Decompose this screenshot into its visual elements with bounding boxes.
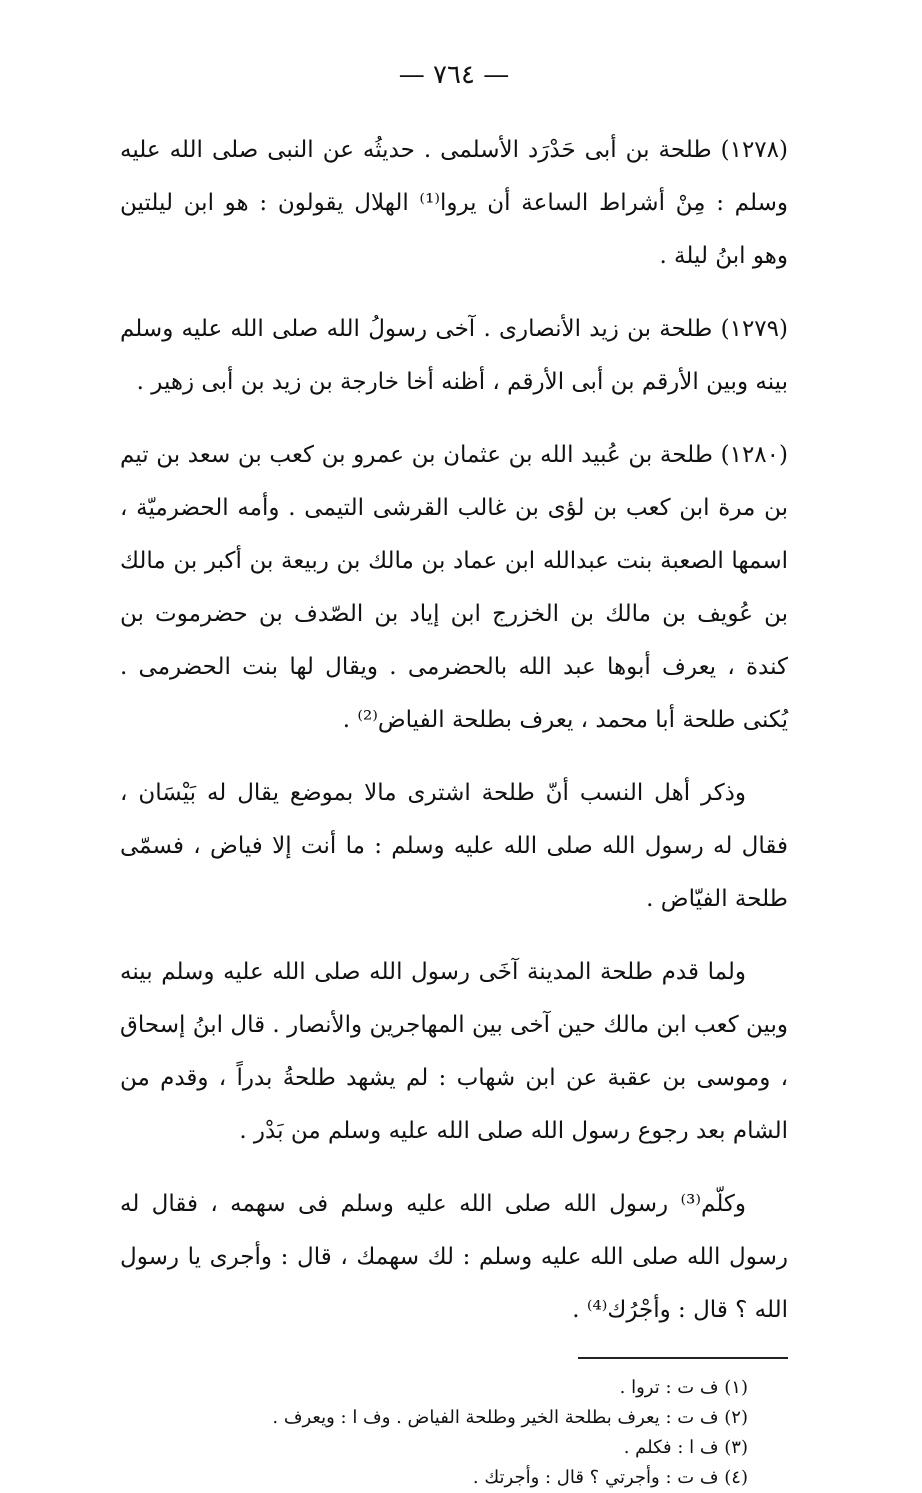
- footnotes: [120, 1373, 788, 1493]
- footnote-3: (٣) ف ا : فكلم .: [623, 1437, 748, 1458]
- document-page: [120, 60, 788, 1493]
- entry-1279: (١٢٧٩) طلحة بن زيد الأنصارى . آخى رسولُ الله صلى الله عليه وسلم بينه وبين الأرقم بن أبى الأرقم ، أظنه أخا خارجة بن زيد بن أبى زهير .: [120, 316, 788, 395]
- page-number: — ٧٦٤ —: [398, 60, 510, 90]
- paragraph-sahm: وكلّم⁽³⁾ رسول الله صلى الله عليه وسلم فى سهمه ، فقال له رسول الله صلى الله عليه وسلم : لك سهمك ، قال : وأجرى يا رسول الله ؟ قال : وأجْرُك⁽⁴⁾ .: [120, 1191, 788, 1323]
- entry-1278: (١٢٧٨) طلحة بن أبى حَدْرَد الأسلمى . حديثُه عن النبى صلى الله عليه وسلم : مِنْ أشراط الساعة أن يروا⁽¹⁾ الهلال يقولون : هو ابن ليلتين وهو ابنُ ليلة .: [120, 137, 788, 269]
- paragraph-madina: ولما قدم طلحة المدينة آخَى رسول الله صلى الله عليه وسلم بينه وبين كعب ابن مالك حين آخى بين المهاجرين والأنصار . قال ابنُ إسحاق ، وموسى بن عقبة عن ابن شهاب : لم يشهد طلحةُ بدراً ، وقدم من الشام بعد رجوع رسول الله صلى الله عليه وسلم من بَدْر .: [120, 959, 788, 1144]
- footnote-4: (٤) ف ت : وأجرتي ؟ قال : وأجرتك .: [472, 1467, 748, 1488]
- footnote-1: (١) ف ت : تروا .: [619, 1377, 748, 1398]
- entry-1280: (١٢٨٠) طلحة بن عُبيد الله بن عثمان بن عمرو بن كعب بن سعد بن تيم بن مرة ابن كعب بن لؤى بن غالب القرشى التيمى . وأمه الحضرميّة ، اسمها الصعبة بنت عبدالله ابن عماد بن مالك بن ربيعة بن أكبر بن مالك بن عُويف بن مالك بن الخزرج ابن إياد بن الصّدف بن حضرموت بن كندة ، يعرف أبوها عبد الله بالحضرمى . ويقال لها بنت الحضرمى . يُكنى طلحة أبا محمد ، يعرف بطلحة الفياض⁽²⁾ .: [120, 442, 788, 733]
- footnote-2: (٢) ف ت : يعرف بطلحة الخير وطلحة الفياض . وف ا : ويعرف .: [272, 1407, 748, 1428]
- paragraph-bisan: وذكر أهل النسب أنّ طلحة اشترى مالا بموضع يقال له بَيْسَان ، فقال له رسول الله صلى الله عليه وسلم : ما أنت إلا فياض ، فسمّى طلحة الفيّاض .: [120, 780, 788, 912]
